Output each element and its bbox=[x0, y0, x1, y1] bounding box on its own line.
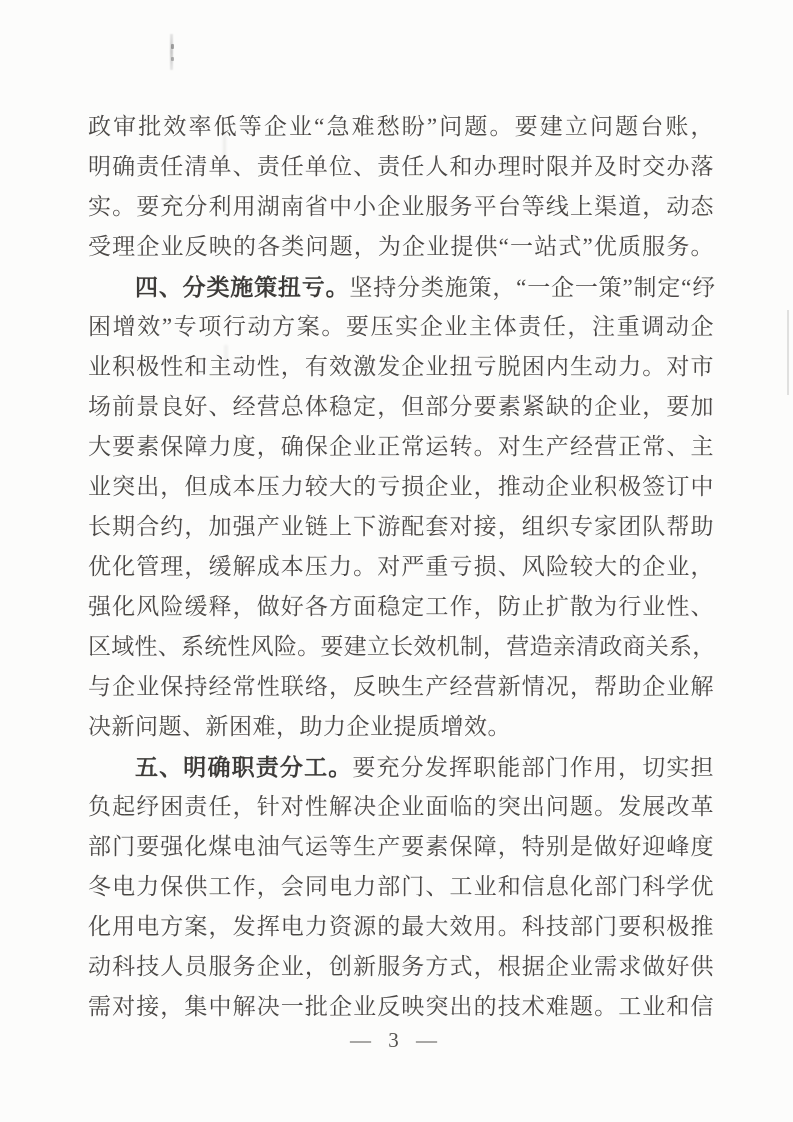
scan-speck-artifact bbox=[171, 57, 174, 61]
text-line bbox=[88, 467, 714, 507]
text-line bbox=[88, 387, 714, 427]
text-line bbox=[88, 867, 714, 907]
text-line bbox=[88, 667, 714, 707]
line-text: 大要素保障力度，确保企业正常运转。对生产经营正常、主 bbox=[88, 434, 714, 459]
text-line bbox=[88, 427, 714, 467]
line-text: 冬电力保供工作，会同电力部门、工业和信息化部门科学优 bbox=[88, 874, 714, 899]
line-text: 化用电方案，发挥电力资源的最大效用。科技部门要积极推 bbox=[88, 914, 714, 939]
text-line bbox=[88, 947, 714, 987]
section-heading: 四、分类施策扭亏。 bbox=[135, 274, 350, 300]
text-line bbox=[88, 227, 714, 267]
scan-streak-artifact bbox=[787, 310, 789, 395]
line-text: 与企业保持经常性联络，反映生产经营新情况，帮助企业解 bbox=[88, 674, 714, 699]
document-body bbox=[88, 107, 714, 1027]
text-line bbox=[88, 787, 714, 827]
line-text: 负起纾困责任，针对性解决企业面临的突出问题。发展改革 bbox=[88, 794, 714, 819]
line-text: 需对接，集中解决一批企业反映突出的技术难题。工业和信 bbox=[88, 994, 714, 1019]
text-line bbox=[88, 587, 714, 627]
line-text: 受理企业反映的各类问题，为企业提供“一站式”优质服务。 bbox=[88, 234, 714, 259]
text-line bbox=[88, 707, 714, 747]
line-text: 长期合约，加强产业链上下游配套对接，组织专家团队帮助 bbox=[88, 514, 714, 539]
text-line bbox=[88, 267, 714, 307]
line-text: 政审批效率低等企业“急难愁盼”问题。要建立问题台账， bbox=[88, 114, 714, 139]
line-text: 强化风险缓释，做好各方面稳定工作，防止扩散为行业性、 bbox=[88, 594, 714, 619]
scan-smudge-artifact bbox=[170, 34, 173, 70]
page-footer bbox=[0, 1028, 793, 1053]
text-line bbox=[88, 347, 714, 387]
text-line bbox=[88, 827, 714, 867]
text-line bbox=[88, 547, 714, 587]
line-text: 要充分发挥职能部门作用，切实担 bbox=[352, 755, 715, 780]
line-text: 区域性、系统性风险。要建立长效机制，营造亲清政商关系， bbox=[88, 634, 714, 659]
line-text: 优化管理，缓解成本压力。对严重亏损、风险较大的企业， bbox=[88, 554, 714, 579]
line-text: 坚持分类施策，“一企一策”制定“纾 bbox=[349, 275, 714, 300]
text-line bbox=[88, 147, 714, 187]
text-line bbox=[88, 907, 714, 947]
line-text: 困增效”专项行动方案。要压实企业主体责任，注重调动企 bbox=[88, 314, 714, 339]
line-text: 部门要强化煤电油气运等生产要素保障，特别是做好迎峰度 bbox=[88, 834, 714, 859]
section-heading: 五、明确职责分工。 bbox=[135, 754, 353, 780]
text-line bbox=[88, 107, 714, 147]
line-text: 业积极性和主动性，有效激发企业扭亏脱困内生动力。对市 bbox=[88, 354, 714, 379]
text-line bbox=[88, 187, 714, 227]
line-text: 业突出，但成本压力较大的亏损企业，推动企业积极签订中 bbox=[88, 474, 714, 499]
text-line bbox=[88, 747, 714, 787]
line-text: 场前景良好、经营总体稳定，但部分要素紧缺的企业，要加 bbox=[88, 394, 714, 419]
scan-speck-artifact bbox=[171, 44, 174, 49]
line-text: 决新问题、新困难，助力企业提质增效。 bbox=[88, 714, 511, 739]
line-text: 动科技人员服务企业，创新服务方式，根据企业需求做好供 bbox=[88, 954, 714, 979]
line-text: 明确责任清单、责任单位、责任人和办理时限并及时交办落 bbox=[88, 154, 714, 179]
text-line bbox=[88, 987, 714, 1027]
text-line bbox=[88, 627, 714, 667]
text-line bbox=[88, 307, 714, 347]
text-line bbox=[88, 507, 714, 547]
line-text: 实。要充分利用湖南省中小企业服务平台等线上渠道，动态 bbox=[88, 194, 714, 219]
page-number: — 3 — bbox=[350, 1028, 443, 1052]
